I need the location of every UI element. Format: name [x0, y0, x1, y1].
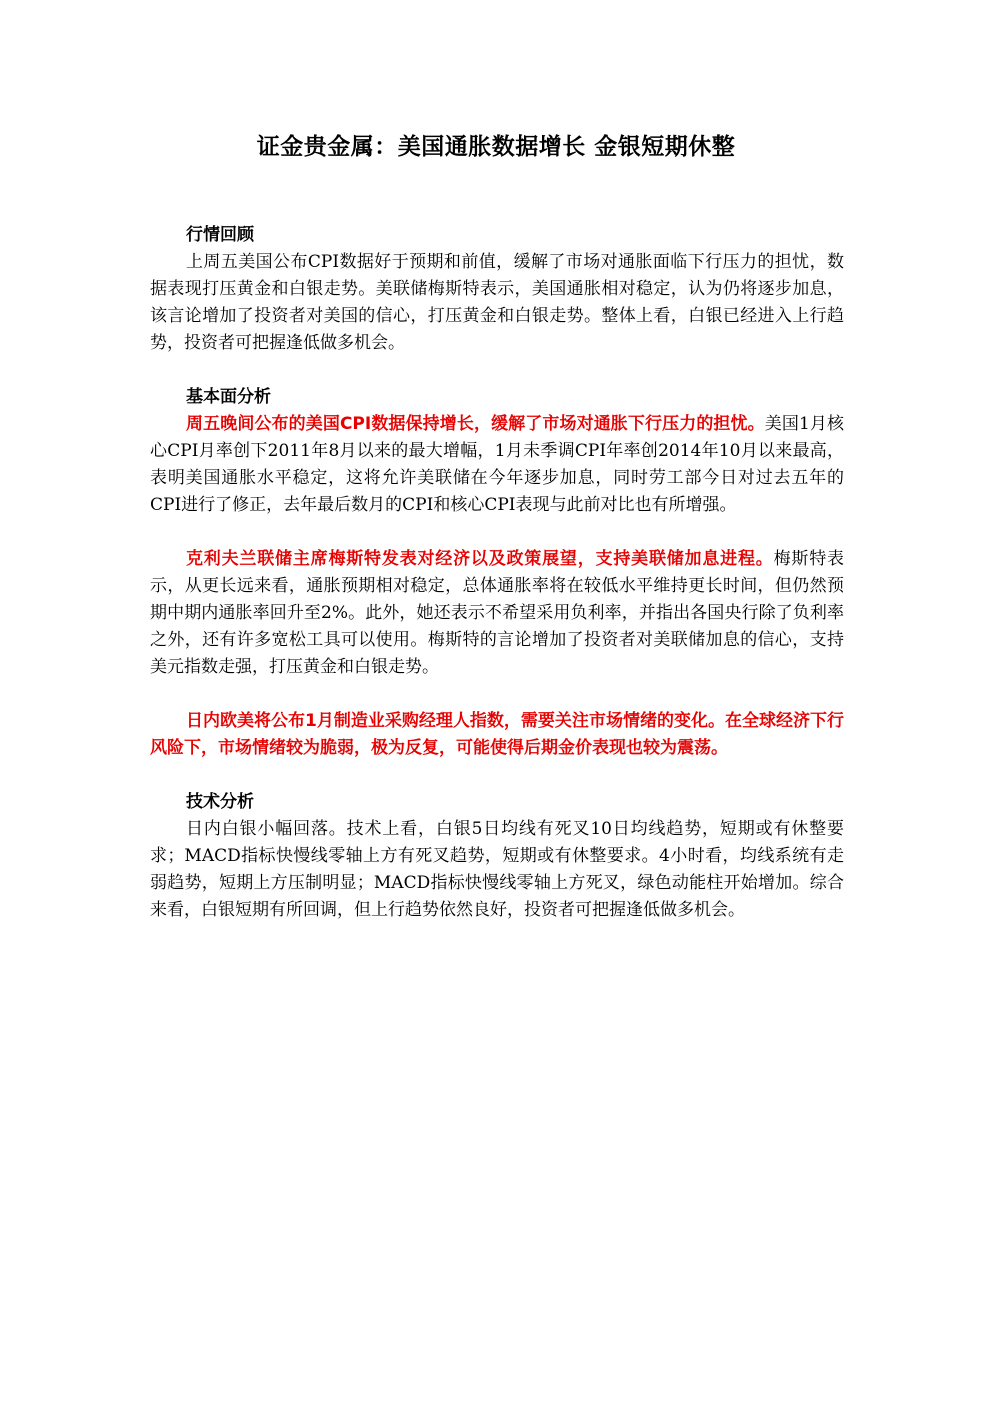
fundamental-text-2: 梅斯特表示，从更长远来看，通胀预期相对稳定，总体通胀率将在较低水平维持更长时间，但仍然预期中期内通胀率回升至2%。此外，她还表示不希望采用负利率，并指出各国央行除了负利率之外，还有许多宽松工具可以使用。梅斯特的言论增加了投资者对美联储加息的信心，支持美元指数走强，打压黄金和白银走势。: [150, 549, 845, 677]
fundamental-text-1: 美国1月核心CPI月率创下2011年8月以来的最大增幅，1月未季调CPI年率创2014年10月以来最高，表明美国通胀水平稳定，这将允许美联储在今年逐步加息，同时劳工部今日对过去五年的CPI进行了修正，去年最后数月的CPI和核心CPI表现与此前对比也有所增强。: [150, 414, 844, 515]
fundamental-paragraph-3: [150, 708, 844, 762]
review-paragraph: 上周五美国公布CPI数据好于预期和前值，缓解了市场对通胀面临下行压力的担忧，数据表现打压黄金和白银走势。美联储梅斯特表示，美国通胀相对稳定，认为仍将逐步加息，该言论增加了投资者对美国的信心，打压黄金和白银走势。整体上看，白银已经进入上行趋势，投资者可把握逢低做多机会。: [150, 252, 844, 353]
fundamental-paragraph-1: [150, 411, 844, 519]
fundamental-highlight-3: 日内欧美将公布1月制造业采购经理人指数，需要关注市场情绪的变化。在全球经济下行风险下，市场情绪较为脆弱，极为反复，可能使得后期金价表现也较为震荡。: [150, 711, 844, 758]
fundamental-paragraph-2: [150, 546, 844, 681]
section-heading-fundamental: 基本面分析: [186, 387, 271, 407]
fundamental-highlight-1: 周五晚间公布的美国CPI数据保持增长，缓解了市场对通胀下行压力的担忧。: [186, 414, 765, 434]
document-body: [150, 222, 844, 924]
section-spacer: [150, 357, 844, 384]
technical-paragraph: 日内白银小幅回落。技术上看，白银5日均线有死叉10日均线趋势，短期或有休整要求；MACD指标快慢线零轴上方有死叉趋势，短期或有休整要求。4小时看，均线系统有走弱趋势，短期上方压制明显；MACD指标快慢线零轴上方死叉，绿色动能柱开始增加。综合来看，白银短期有所回调，但上行趋势依然良好，投资者可把握逢低做多机会。: [150, 819, 844, 920]
fundamental-highlight-2: 克利夫兰联储主席梅斯特发表对经济以及政策展望，支持美联储加息进程。: [186, 549, 774, 569]
section-heading-review: 行情回顾: [186, 225, 254, 245]
paragraph-spacer: [150, 519, 844, 546]
section-spacer: [150, 762, 844, 789]
paragraph-spacer: [150, 681, 844, 708]
document-title: 证金贵金属：美国通胀数据增长 金银短期休整: [256, 134, 736, 160]
section-heading-technical: 技术分析: [186, 792, 254, 812]
